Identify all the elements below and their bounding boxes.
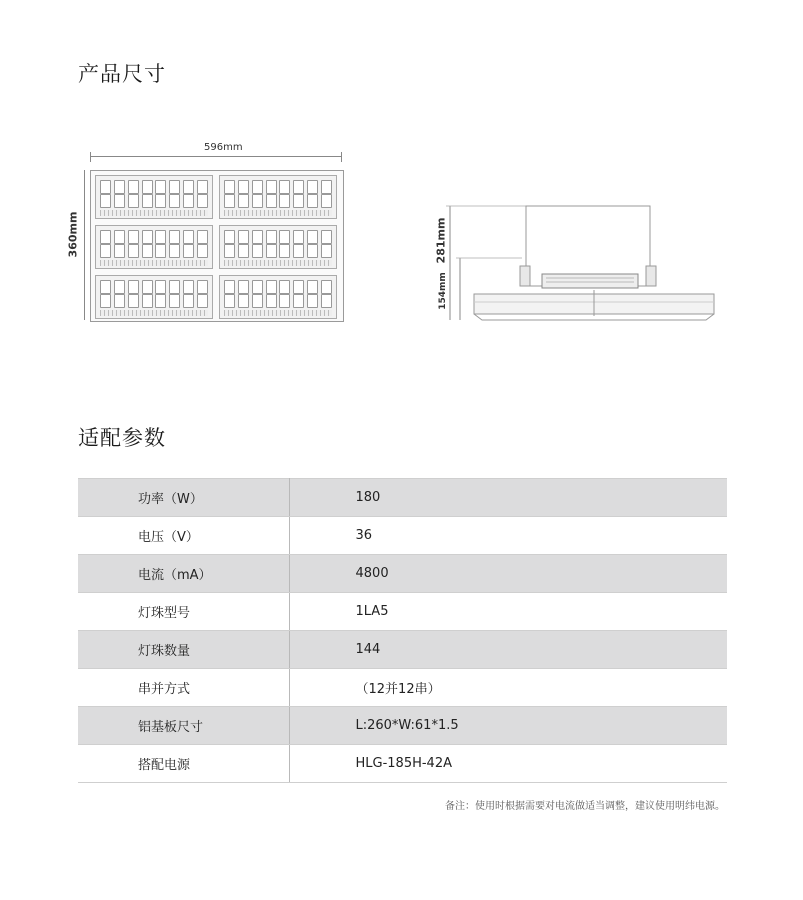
table-row (78, 517, 727, 555)
side-view-svg (430, 190, 730, 330)
height-dimension-line (84, 170, 85, 320)
width-tick-right (341, 152, 342, 162)
param-value: 1LA5 (289, 593, 727, 631)
side-lower-height-label: 154mm (437, 272, 448, 310)
param-name: 电压（V） (78, 517, 289, 555)
param-name: 灯珠型号 (78, 593, 289, 631)
height-dimension-label: 360mm (66, 211, 80, 258)
fixture-front-outline (90, 170, 344, 322)
table-row (78, 555, 727, 593)
width-tick-left (90, 152, 91, 162)
param-name: 电流（mA） (78, 555, 289, 593)
led-module (95, 225, 213, 269)
led-module (219, 175, 337, 219)
param-name: 铝基板尺寸 (78, 707, 289, 745)
section-title-params: 适配参数 (78, 426, 166, 450)
table-row (78, 479, 727, 517)
param-value: （12并12串） (289, 669, 727, 707)
width-dimension-label: 596mm (204, 142, 243, 153)
param-name: 功率（W） (78, 479, 289, 517)
param-name: 串并方式 (78, 669, 289, 707)
led-module (95, 175, 213, 219)
led-module (219, 225, 337, 269)
param-value: HLG-185H-42A (289, 745, 727, 783)
param-value: 36 (289, 517, 727, 555)
led-module (95, 275, 213, 319)
param-value: 4800 (289, 555, 727, 593)
side-height-label: 281mm (434, 217, 448, 264)
table-row (78, 745, 727, 783)
table-row (78, 707, 727, 745)
table-row (78, 631, 727, 669)
footnote: 备注：使用时根据需要对电流做适当调整，建议使用明纬电源。 (445, 801, 725, 812)
param-name: 搭配电源 (78, 745, 289, 783)
table-row (78, 593, 727, 631)
param-value: 180 (289, 479, 727, 517)
section-title-dimensions: 产品尺寸 (78, 62, 166, 86)
width-dimension-line (90, 156, 342, 157)
side-view-drawing (430, 190, 730, 330)
params-table (78, 478, 727, 783)
led-module (219, 275, 337, 319)
table-row (78, 669, 727, 707)
param-name: 灯珠数量 (78, 631, 289, 669)
param-value: L:260*W:61*1.5 (289, 707, 727, 745)
param-value: 144 (289, 631, 727, 669)
front-view-drawing (66, 140, 360, 340)
